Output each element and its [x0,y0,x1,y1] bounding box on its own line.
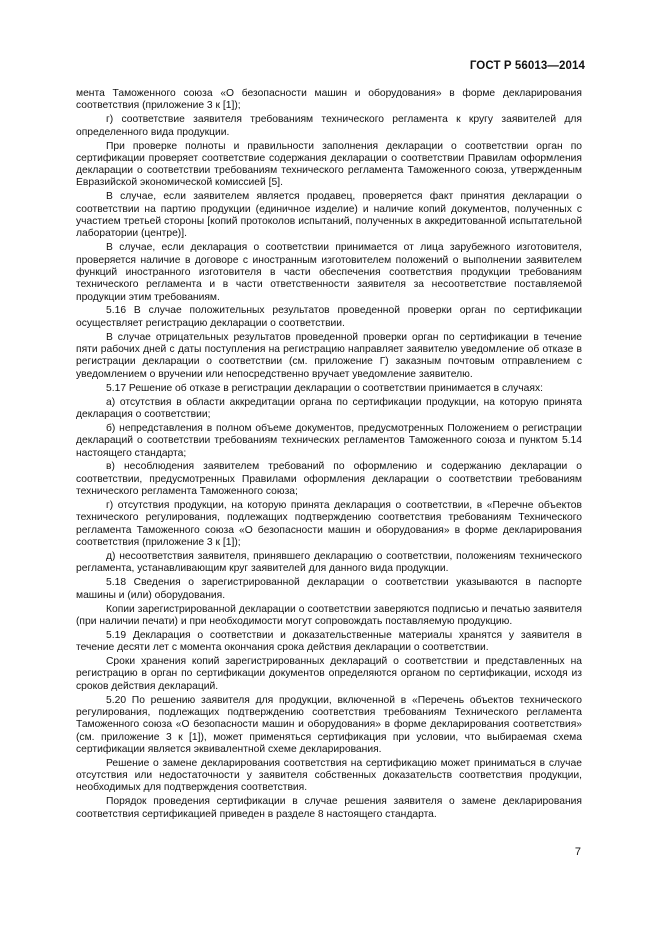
paragraph: мента Таможенного союза «О безопасности машин и оборудования» в форме декларирования соответствия (приложение 3 к [1]); [76,88,582,112]
paragraph: В случае, если декларация о соответствии принимается от лица зарубежного изготовителя, проверяется наличие в договоре с иностранным изготовителем положений о выполнении заявителем функций иностранного изготовителя в части обеспечения соответствия продукции требованиям технического регламента и в части ответственности заявителя за несоответствие поставляемой продукции этим требованиям. [76,242,582,303]
paragraph: В случае, если заявителем является продавец, проверяется факт принятия декларации о соответствии на партию продукции (единичное изделие) и наличие копий документов, полученных с участием третьей стороны [копий протоколов испытаний, полученных в аккредитованной испытательной лаборатории (центре)]. [76,191,582,240]
page-number: 7 [574,846,581,858]
paragraph: В случае отрицательных результатов проведенной проверки орган по сертификации в течение пяти рабочих дней с даты поступления на регистрацию направляет заявителю уведомление об отказе в регистрации декларации о соответствии (см. приложение Г) заказным почтовым отправлением с уведомлением о вручении или непосредственно вручает уведомление заявителю. [76,331,582,380]
standard-code-header: ГОСТ Р 56013—2014 [469,60,585,72]
paragraph: Порядок проведения сертификации в случае решения заявителя о замене декларирования соответствия сертификацией приведен в разделе 8 настоящего стандарта. [76,796,582,820]
paragraph: 5.16 В случае положительных результатов проведенной проверки орган по сертификации осуществляет регистрацию декларации о соответствии. [76,305,582,329]
list-item: б) непредставления в полном объеме документов, предусмотренных Положением о регистрации деклараций о соответствии требованиям технических регламентов Таможенного союза и пунктом 5.14 настоящего стандарта; [76,422,582,459]
paragraph: Сроки хранения копий зарегистрированных деклараций о соответствии и представленных на регистрацию в орган по сертификации документов определяются органом по сертификации, исходя из сроков действия деклараций. [76,656,582,692]
list-item: г) отсутствия продукции, на которую принята декларация о соответствии, в «Перечне объектов технического регулирования, подлежащих подтверждению соответствия требованиям Технического регламента Таможенного союза «О безопасности машин и оборудования» в форме декларирования соответствия (приложение 3 к [1]); [76,500,582,548]
list-item: а) отсутствия в области аккредитации органа по сертификации продукции, на которую принята декларация о соответствии; [76,396,582,420]
paragraph: г) соответствие заявителя требованиям технического регламента к кругу заявителей для определенного вида продукции. [76,114,582,138]
body-text [76,88,582,823]
paragraph: Копии зарегистрированной декларации о соответствии заверяются подписью и печатью заявителя (при наличии печати) и при необходимости могут сопровождать поставляемую продукцию. [76,603,582,627]
paragraph: 5.20 По решению заявителя для продукции, включенной в «Перечень объектов технического регулирования, подлежащих подтверждению соответствия требованиям Технического регламента Таможенного союза «О безопасности машин и оборудования» в форме декларирования соответствия» (см. приложение 3 к [1]), может применяться сертификация при условии, что выбираемая схема сертификации является эквивалентной схеме декларирования. [76,694,582,755]
paragraph: Решение о замене декларирования соответствия на сертификацию может приниматься в случае отсутствия или недостаточности у заявителя собственных доказательств соответствия продукции, необходимых для подтверждения соответствия. [76,757,582,794]
paragraph: 5.19 Декларация о соответствии и доказательственные материалы хранятся у заявителя в течение десяти лет с момента окончания срока действия декларации о соответствии. [76,629,582,654]
paragraph: При проверке полноты и правильности заполнения декларации о соответствии орган по сертификации проверяет соответствие содержания декларации о соответствии Правилам оформления декларации о соответствии требованиям технического регламента Таможенного союза, утвержденным Евразийской экономической комиссией [5]. [76,140,582,189]
list-item: д) несоответствия заявителя, принявшего декларацию о соответствии, положениям технического регламента, устанавливающим круг заявителей для данного вида продукции. [76,550,582,575]
paragraph: 5.18 Сведения о зарегистрированной декларации о соответствии указываются в паспорте машины и (или) оборудования. [76,577,582,601]
paragraph: 5.17 Решение об отказе в регистрации декларации о соответствии принимается в случаях: [106,382,543,394]
list-item: в) несоблюдения заявителем требований по оформлению и содержанию декларации о соответствии, предусмотренных Правилами оформления декларации о соответствии требованиям технического регламента Таможенного союза; [76,461,582,498]
